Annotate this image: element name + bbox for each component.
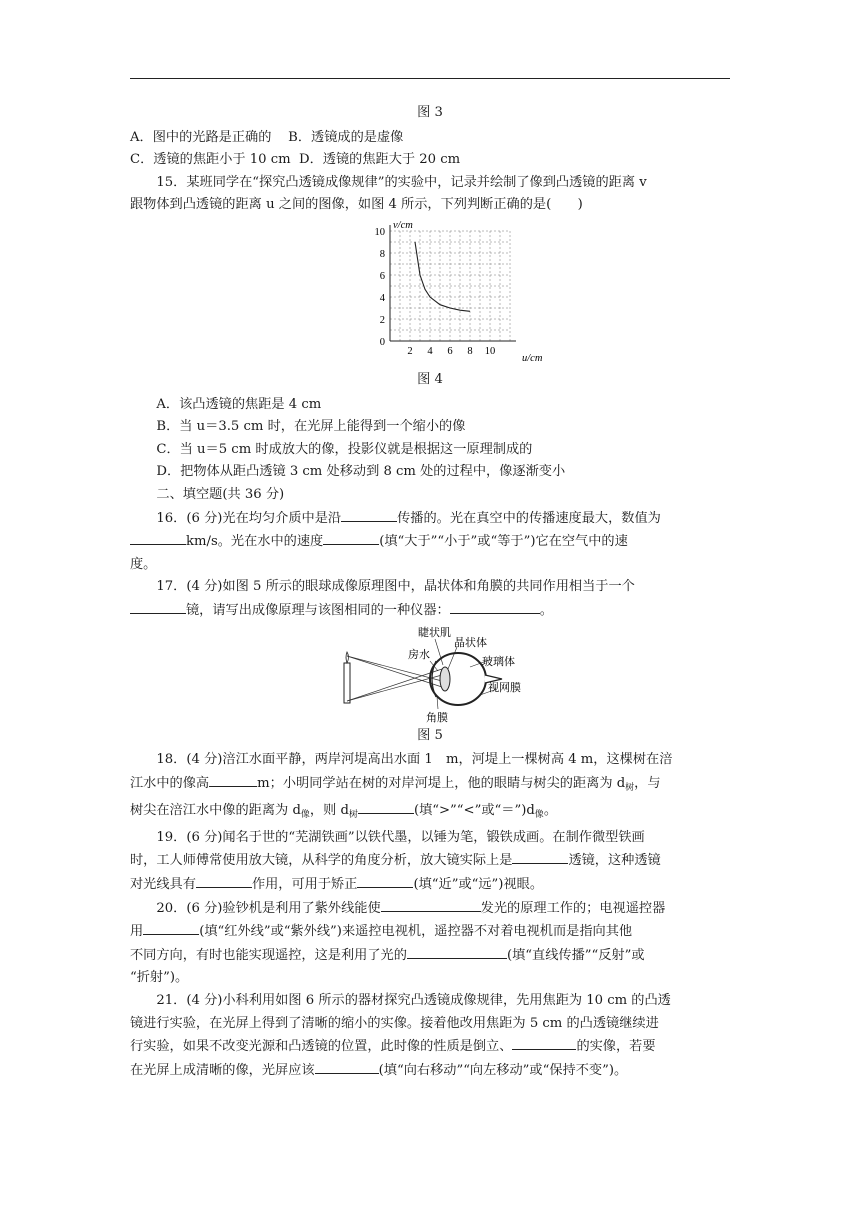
q18-text-6: (填“>”“<”或“＝”)d <box>413 803 535 819</box>
q16-line-1 <box>130 507 730 531</box>
q21-line-3 <box>130 1035 730 1059</box>
v-u-curve <box>415 242 470 311</box>
q17-text-3: 。 <box>539 602 553 618</box>
x-tick-label: 10 <box>484 345 496 357</box>
q18-sub-3: 树 <box>348 810 358 821</box>
q17-line-1: 17．(4 分)如图 5 所示的眼球成像原理图中，晶状体和角膜的共同作用相当于一个 <box>156 579 635 595</box>
q16-text-1: 16．(6 分)光在均匀介质中是沿 <box>156 510 342 526</box>
q19-text-4: 作用，可用于矫正 <box>251 877 358 893</box>
q15-option-c: C．当 u＝5 cm 时成放大的像，投影仪就是根据这一原理制成的 <box>156 441 533 457</box>
x-tick-label: 6 <box>447 345 453 357</box>
q21-text-3: 在光屏上成清晰的像，光屏应该 <box>130 1062 315 1078</box>
label-cornea: 角膜 <box>426 711 448 723</box>
q20-text-1: 20．(6 分)验钞机是利用了紫外线能使 <box>156 900 381 916</box>
q17-blank-2[interactable] <box>450 599 540 614</box>
q20-line-2 <box>130 920 730 944</box>
x-tick-label: 4 <box>427 345 433 357</box>
x-axis-label: u/cm <box>522 352 543 364</box>
q17-text-2: 镜，请写出成像原理与该图相同的一种仪器： <box>186 602 450 618</box>
v-u-graph <box>360 217 560 367</box>
y-tick-label: 2 <box>379 314 385 326</box>
q20-text-5: 不同方向，有时也能实现遥控，这是利用了光的 <box>130 947 407 963</box>
q19-line-3 <box>130 873 730 897</box>
y-tick-label: 8 <box>379 248 385 260</box>
y-tick-label: 4 <box>379 292 385 304</box>
q16-text-4: (填“大于”“小于”或“等于”)它在空气中的速 <box>379 534 628 550</box>
q18-text-1: 江水中的像高 <box>130 775 210 791</box>
q19-blank-2[interactable] <box>196 873 252 888</box>
q20-blank-3[interactable] <box>407 944 507 959</box>
figure-3-caption: 图 3 <box>417 105 443 120</box>
q20-text-2: 发光的原理工作的；电视遥控器 <box>480 900 666 916</box>
figure-4-caption: 图 4 <box>417 371 443 387</box>
section-2-heading: 二、填空题(共 36 分) <box>156 486 285 502</box>
q18-text-2: m；小明同学站在树的对岸河堤上，他的眼睛与树尖的距离为 d <box>257 775 626 791</box>
y-axis-label: v/cm <box>393 219 413 231</box>
q21-text-2: 的实像，若要 <box>576 1039 656 1055</box>
q16-blank-1[interactable] <box>341 507 397 522</box>
q19-text-2: 透镜，这种透镜 <box>568 853 661 869</box>
chart-ticks <box>375 227 496 357</box>
figure-4-chart <box>130 217 730 367</box>
q19-blank-3[interactable] <box>357 873 413 888</box>
q18-sub-4: 像 <box>534 810 544 821</box>
y-tick-label: 6 <box>379 270 385 282</box>
q16-line-3: 度。 <box>130 556 157 572</box>
light-ray-3 <box>347 669 442 701</box>
q20-text-4: (填“红外线”或“紫外线”)来遥控电视机，遥控器不对着电视机而是指向其他 <box>199 924 633 940</box>
q15-option-b: B．当 u＝3.5 cm 时，在光屏上能得到一个缩小的像 <box>156 419 466 435</box>
q15-stem-line-1: 15．某班同学在“探究凸透镜成像规律”的实验中，记录并绘制了像到凸透镜的距离 v <box>156 174 647 190</box>
exam-page <box>130 100 730 1082</box>
q20-line-1 <box>130 897 730 921</box>
q19-text-5: (填“近”或“远”)视眼。 <box>413 877 544 893</box>
q18-line-2 <box>130 772 730 800</box>
header-rule <box>130 78 730 79</box>
q18-text-5: ，则 d <box>309 803 349 819</box>
eye-diagram <box>342 623 522 723</box>
q21-text-1: 行实验，如果不改变光源和凸透镜的位置，此时像的性质是倒立、 <box>130 1039 513 1055</box>
crystalline-lens <box>440 667 450 691</box>
q21-blank-1[interactable] <box>512 1035 576 1050</box>
q19-text-1: 时，工人师傅常使用放大镜，从科学的角度分析，放大镜实际上是 <box>130 853 513 869</box>
candle <box>344 663 350 703</box>
q20-blank-2[interactable] <box>143 920 199 935</box>
q18-blank-1[interactable] <box>209 772 257 787</box>
label-ciliary-muscle: 睫状肌 <box>418 626 451 639</box>
label-aqueous-humor: 房水 <box>408 648 430 661</box>
q18-text-7: 。 <box>543 803 557 819</box>
q18-line-1: 18．(4 分)涪江水面平静，两岸河堤高出水面 1 m，河堤上一棵树高 4 m，这棵树在涪 <box>156 752 673 768</box>
q16-text-3: km/s。光在水中的速度 <box>186 534 324 550</box>
figure-5-eye-diagram <box>130 623 730 723</box>
q16-line-2 <box>130 530 730 554</box>
x-tick-label: 8 <box>467 345 473 357</box>
q21-line-1: 21．(4 分)小科利用如图 6 所示的器材探究凸透镜成像规律，先用焦距为 10 cm 的凸透 <box>156 993 671 1009</box>
q19-line-1: 19．(6 分)闻名于世的“芜湖铁画”以铁代墨，以锤为笔，锻铁成画。在制作微型铁画 <box>156 829 645 845</box>
q21-line-4 <box>130 1059 730 1083</box>
q19-blank-1[interactable] <box>512 849 568 864</box>
y-tick-label: 0 <box>379 336 385 348</box>
q18-sub-1: 树 <box>625 782 635 793</box>
candle-flame <box>346 652 349 663</box>
q20-text-3: 用 <box>130 924 144 940</box>
q21-blank-2[interactable] <box>315 1059 379 1074</box>
light-ray-4 <box>347 675 442 701</box>
label-lens: 晶状体 <box>454 636 487 649</box>
label-vitreous-body: 玻璃体 <box>482 655 515 668</box>
q15-stem-line-2: 跟物体到凸透镜的距离 u 之间的图像，如图 4 所示，下列判断正确的是( ) <box>130 197 583 213</box>
q17-blank-1[interactable] <box>130 599 186 614</box>
chart-axes <box>390 225 516 341</box>
q19-line-2 <box>130 849 730 873</box>
q20-line-4: “折射”)。 <box>130 970 189 986</box>
y-tick-label: 10 <box>374 226 385 238</box>
q16-blank-3[interactable] <box>323 530 379 545</box>
q14-option-row-2: C．透镜的焦距小于 10 cm D．透镜的焦距大于 20 cm <box>130 152 461 168</box>
x-tick-label: 2 <box>407 345 413 357</box>
q15-option-d: D．把物体从距凸透镜 3 cm 处移动到 8 cm 处的过程中，像逐渐变小 <box>156 464 566 480</box>
q16-text-2: 传播的。光在真空中的传播速度最大，数值为 <box>397 510 661 526</box>
figure-5-caption: 图 5 <box>417 727 443 743</box>
q19-text-3: 对光线具有 <box>130 877 196 893</box>
q21-text-4: (填“向右移动”“向左移动”或“保持不变”)。 <box>378 1062 628 1078</box>
q18-sub-2: 像 <box>300 810 310 821</box>
q18-text-3: ，与 <box>634 775 661 791</box>
q20-blank-1[interactable] <box>381 897 481 912</box>
q14-option-row-1: A．图中的光路是正确的 B．透镜成的是虚像 <box>130 129 404 145</box>
label-retina: 视网膜 <box>488 681 521 694</box>
q18-line-3 <box>130 799 730 827</box>
q15-option-a: A．该凸透镜的焦距是 4 cm <box>156 396 322 412</box>
q20-line-3 <box>130 944 730 968</box>
q21-line-2: 镜进行实验，在光屏上得到了清晰的缩小的实像。接着他改用焦距为 5 cm 的凸透镜继续进 <box>130 1015 659 1031</box>
q16-blank-2[interactable] <box>130 530 186 545</box>
q18-blank-2[interactable] <box>358 799 414 814</box>
eyeball <box>430 653 486 705</box>
chart-grid <box>390 231 510 341</box>
q20-text-6: (填“直线传播”“反射”或 <box>506 947 645 963</box>
q17-line-2 <box>130 599 730 623</box>
q18-text-4: 树尖在涪江水中像的距离为 d <box>130 803 301 819</box>
